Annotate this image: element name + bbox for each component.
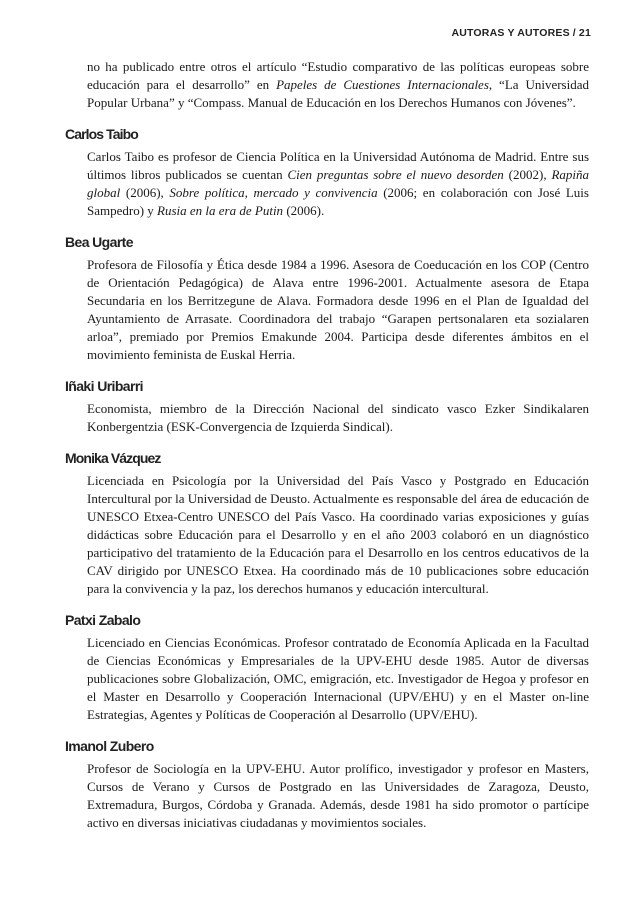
author-name: Patxi Zabalo	[65, 612, 141, 628]
book-title: Sobre política, mercado y convivencia	[169, 185, 378, 200]
author-bio: Economista, miembro de la Dirección Nacional del sindicato vasco Ezker Sindikalaren Konbergentzia (ESK-Convergencia de Izquierda Sindical).	[87, 401, 589, 434]
book-title: Rapiña global	[87, 167, 589, 200]
journal-title: Papeles de Cuestiones Internacionales	[276, 77, 489, 92]
book-title: Cien preguntas sobre el nuevo desorden	[287, 167, 504, 182]
author-bio: Profesor de Sociología en la UPV-EHU. Autor prolífico, investigador y profesor en Masters, Cursos de Verano y Cursos de Postgrado en las Universidades de Zaragoza, Deusto, Extremadura, Burgos, Córdoba y Granada. Además, desde 1981 ha sido promotor o partícipe activo en diversas iniciativas ciudadanas y movimientos sociales.	[87, 761, 589, 830]
author-name: Carlos Taibo	[65, 126, 138, 142]
header-title: AUTORAS Y AUTORES	[451, 27, 570, 39]
author-bio: Licenciado en Ciencias Económicas. Profesor contratado de Economía Aplicada en la Facultad de Ciencias Económicas y Empresariales de la UPV-EHU desde 1985. Autor de diversas publicaciones sobre Globalización, OMC, emigración, etc. Investigador de Hegoa y profesor en el Master en Desarrollo y Cooperación Internacional (UPV/EHU) y en el Master on-line Estrategias, Agentes y Políticas de Cooperación al Desarrollo (UPV/EHU).	[87, 635, 589, 722]
intro-paragraph: no ha publicado entre otros el artículo “Estudio comparativo de las políticas europeas sobre educación para el desarrollo” en Papeles de Cuestiones Internacionales, “La Universidad Popular Urbana” y “Compass. Manual de Educación en los Derechos Humanos con Jóvenes”.	[87, 59, 589, 110]
author-name: Monika Vázquez	[65, 450, 161, 466]
book-title: Rusia en la era de Putin	[157, 203, 284, 218]
author-name: Iñaki Uribarri	[65, 378, 143, 394]
header-separator: /	[572, 27, 576, 39]
author-name: Imanol Zubero	[65, 738, 154, 754]
author-name: Bea Ugarte	[65, 234, 133, 250]
author-bio: Profesora de Filosofía y Ética desde 1984 a 1996. Asesora de Coeducación en los COP (Centro de Orientación Pedagógica) de Alava entre 1996-2001. Actualmente asesora de Etapa Secundaria en los Berritzegune de Alava. Formadora desde 1996 en el Plan de Igualdad del Ayuntamiento de Arrasate. Coordinadora del trabajo “Garapen pertsonalaren eta sozialaren arloa”, premiado por Premios Emakunde 2004. Participa desde diferentes ámbitos en el movimiento feminista de Euskal Herria.	[87, 257, 589, 362]
author-bio: Carlos Taibo es profesor de Ciencia Política en la Universidad Autónoma de Madrid. Entre sus últimos libros publicados se cuentan Cien preguntas sobre el nuevo desorden (2002), Rapiña global (2006), Sobre política, mercado y convivencia (2006; en colaboración con José Luis Sampedro) y Rusia en la era de Putin (2006).	[87, 149, 589, 218]
page-number: 21	[578, 27, 591, 39]
page-content	[65, 58, 589, 832]
author-bio: Licenciada en Psicología por la Universidad del País Vasco y Postgrado en Educación Intercultural por la Universidad de Deusto. Actualmente es responsable del área de educación de UNESCO Etxea-Centro UNESCO del País Vasco. Ha coordinado varias exposiciones y guías didácticas sobre Educación para el Desarrollo y en el año 2003 colaboró en un diagnóstico participativo del tratamiento de la Educación para el Desarrollo en los centros educativos de la CAV dirigido por UNESCO Etxea. Ha coordinado más de 10 publicaciones sobre educación para la convivencia y la paz, los derechos humanos y educación intercultural.	[87, 473, 589, 596]
running-header	[451, 27, 591, 39]
